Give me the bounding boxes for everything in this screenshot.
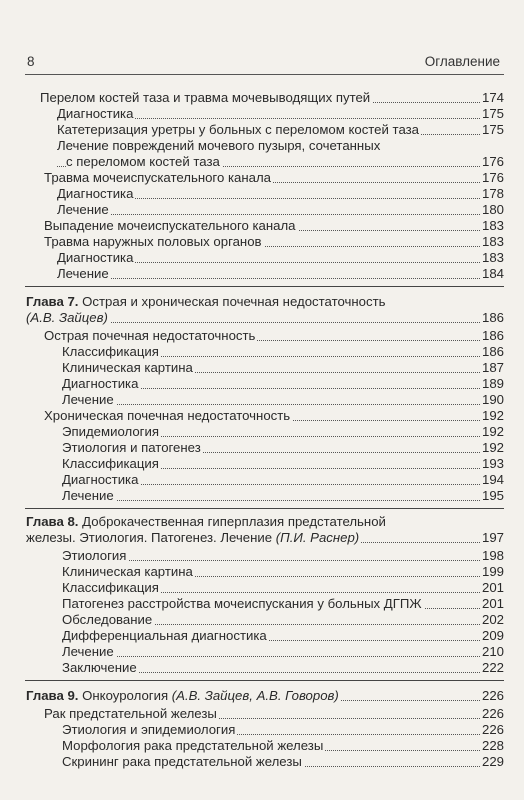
toc-entry: Этиология и эпидемиология 226 [62, 722, 504, 737]
toc-entry: Лечение 195 [62, 488, 504, 503]
toc-entry: Классификация 201 [62, 580, 504, 595]
toc-entry: Лечение 184 [57, 266, 504, 281]
toc-entry: Классификация 193 [62, 456, 504, 471]
toc-entry: Диагностика 194 [62, 472, 504, 487]
toc-entry: Хроническая почечная недостаточность 192 [44, 408, 504, 423]
chapter-9-title: Глава 9. Онкоурология (А.В. Зайцев, А.В. Говоров) 226 [26, 688, 504, 703]
toc-entry: Морфология рака предстательной железы 228 [62, 738, 504, 753]
toc-entry-first-line: Лечение повреждений мочевого пузыря, сочетанных [57, 138, 381, 153]
toc-entry: Заключение 222 [62, 660, 504, 675]
toc-entry: Диагностика 175 [57, 106, 504, 121]
toc-entry: Клиническая картина 187 [62, 360, 504, 375]
toc-entry: Этиология 198 [62, 548, 504, 563]
toc-entry: Лечение 180 [57, 202, 504, 217]
toc-entry: Эпидемиология 192 [62, 424, 504, 439]
toc-entry: Обследование 202 [62, 612, 504, 627]
chapter-8-title-cont: железы. Этиология. Патогенез. Лечение (П.И. Раснер) 197 [26, 530, 504, 545]
chapter-8-title: Глава 8. Доброкачественная гиперплазия предстательной [26, 514, 386, 529]
chapter-divider [25, 508, 504, 509]
toc-entry: Клиническая картина 199 [62, 564, 504, 579]
chapter-7-author: (А.В. Зайцев) 186 [26, 310, 504, 325]
toc-entry: Лечение 190 [62, 392, 504, 407]
toc-entry: Перелом костей таза и травма мочевыводящих путей 174 [40, 90, 504, 105]
toc-entry: с переломом костей таза 176 [0, 154, 524, 170]
running-title: Оглавление [424, 54, 500, 69]
header-rule [25, 74, 504, 75]
chapter-7-title: Глава 7. Острая и хроническая почечная недостаточность [26, 294, 386, 309]
page-header [25, 50, 504, 74]
toc-entry: Острая почечная недостаточность 186 [44, 328, 504, 343]
toc-entry: Диагностика 178 [57, 186, 504, 201]
toc-entry: Выпадение мочеиспускательного канала 183 [44, 218, 504, 233]
toc-entry: Классификация 186 [62, 344, 504, 359]
page-number: 8 [27, 54, 35, 69]
toc-entry: Рак предстательной железы 226 [44, 706, 504, 721]
toc-entry: Травма наружных половых органов 183 [44, 234, 504, 249]
toc-entry: Дифференциальная диагностика 209 [62, 628, 504, 643]
toc-entry: Лечение 210 [62, 644, 504, 659]
toc-entry: Патогенез расстройства мочеиспускания у больных ДГПЖ 201 [62, 596, 504, 611]
toc-entry: Этиология и патогенез 192 [62, 440, 504, 455]
toc-entry: Катетеризация уретры у больных с переломом костей таза 175 [57, 122, 504, 137]
chapter-divider [25, 680, 504, 681]
toc-entry: Диагностика 183 [57, 250, 504, 265]
toc-entry: Скрининг рака предстательной железы 229 [62, 754, 504, 769]
chapter-divider [25, 286, 504, 287]
toc-entry: Диагностика 189 [62, 376, 504, 391]
toc-entry: Травма мочеиспускательного канала 176 [44, 170, 504, 185]
